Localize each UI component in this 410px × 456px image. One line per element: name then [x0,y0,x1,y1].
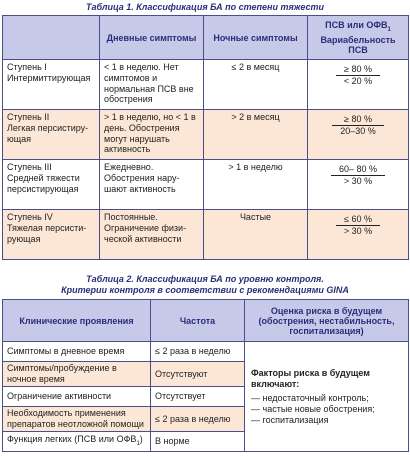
stage-cell [3,60,100,110]
risk-factor-item: — частые новые обострения; [251,403,375,414]
header-pcv-label: ПСВ или ОФВ [325,20,388,31]
table1-caption: Таблица 1. Классификация БА по степени тяжести [85,2,325,12]
clinical-sign-cell [3,432,151,452]
day-symptoms-cell: Постоянные. Ограничение физи-ческой активности [100,210,204,260]
frequency-cell: В норме [151,432,245,452]
control-header-risk: Оценка риска в будущем (обострения, нестабильность, госпитализация) [245,300,409,342]
header-pcv-sub: 1 [387,26,391,33]
pcv-cell [308,210,409,260]
risk-factors-cell [245,342,409,452]
header-variability-label: Вариабельность ПСВ [320,34,396,55]
variability-value: > 30 % [343,226,373,236]
severity-row-4 [3,210,409,260]
stage-cell [3,160,100,210]
risk-factor-item: — госпитализация [251,414,329,425]
variability-value: < 20 % [343,76,373,86]
clinical-sign-cell: Ограничение активности [3,387,151,407]
stage-cell [3,210,100,260]
stage-label: Ступень IV [7,212,53,222]
pcv-cell [308,160,409,210]
day-symptoms-cell: > 1 в неделю, но < 1 в день. Обострения могут нарушать активность [100,110,204,160]
stage-name: Средней тяжести персистирующая [7,172,80,194]
clinical-sign-cell: Необходимость применения препаратов неотложной помощи [3,407,151,432]
clinical-sign-cell: Симптомы/пробуждение в ночное время [3,362,151,387]
pcv-value: 60– 80 % [331,164,385,176]
frequency-cell: ≤ 2 раза в неделю [151,407,245,432]
day-symptoms-cell: < 1 в неделю. Нет симптомов и нормальная ПСВ вне обострения [100,60,204,110]
control-header-signs: Клинические проявления [3,300,151,342]
stage-name: Легкая персистиру-ющая [7,122,89,144]
lung-function-end: ) [139,433,143,444]
severity-table [2,15,409,260]
night-symptoms-cell: ≤ 2 в месяц [204,60,308,110]
stage-label: Ступень II [7,112,50,122]
frequency-cell: ≤ 2 раза в неделю [151,342,245,362]
pcv-value: ≥ 80 % [332,114,384,126]
severity-header-night: Ночные симптомы [204,16,308,60]
control-header-row [3,300,409,342]
stage-cell [3,110,100,160]
table2-caption [0,274,410,296]
variability-value: > 30 % [343,176,373,186]
control-table [2,299,409,452]
table2-caption-line1: Таблица 2. Классификация БА по уровню контроля. [86,274,324,284]
pcv-value: ≤ 60 % [336,214,380,226]
clinical-sign-cell: Симптомы в дневное время [3,342,151,362]
severity-row-2 [3,110,409,160]
pcv-cell [308,60,409,110]
pcv-value: ≥ 80 % [336,64,380,76]
frequency-cell: Отсутствуют [151,362,245,387]
day-symptoms-cell: Ежедневно. Обострения нару-шают активность [100,160,204,210]
stage-name: Интермиттирующая [7,72,91,83]
severity-row-3 [3,160,409,210]
night-symptoms-cell: > 1 в неделю [204,160,308,210]
stage-label: Ступень III [7,162,52,172]
stage-label: Ступень I [7,62,47,72]
severity-row-1 [3,60,409,110]
control-row-1 [3,342,409,362]
control-header-frequency: Частота [151,300,245,342]
severity-header-row [3,16,409,60]
severity-header-pcv [308,16,409,60]
night-symptoms-cell: > 2 в месяц [204,110,308,160]
severity-header-day: Дневные симптомы [100,16,204,60]
table2-caption-line2: Критерии контроля в соответствии с рекомендациями GINA [61,285,349,295]
severity-header-empty [3,16,100,60]
variability-value: 20–30 % [340,126,376,136]
lung-function-label: Функция легких (ПСВ или ОФВ [7,433,137,444]
night-symptoms-cell: Частые [204,210,308,260]
risk-factors-title: Факторы риска в будущем включают: [251,367,370,389]
frequency-cell: Отсутствует [151,387,245,407]
stage-name: Тяжелая персисти-рующая [7,222,87,244]
risk-factor-item: — недостаточный контроль; [251,392,369,403]
pcv-cell [308,110,409,160]
lung-function-sub: 1 [136,440,140,447]
